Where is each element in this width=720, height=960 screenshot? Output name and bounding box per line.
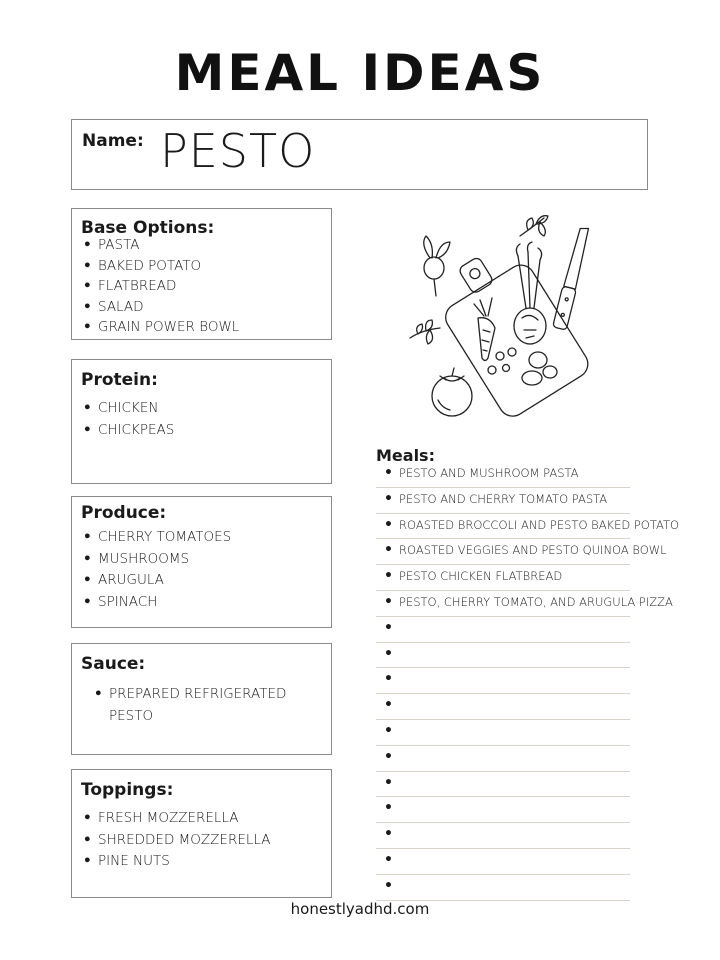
toppings-box — [71, 769, 332, 898]
protein-title: Protein: — [81, 370, 158, 390]
bullet-icon: • — [384, 851, 393, 868]
bullet-icon: • — [384, 800, 393, 817]
meal-line[interactable] — [376, 694, 630, 720]
bullet-icon: • — [384, 671, 393, 688]
produce-title: Produce: — [81, 503, 167, 523]
protein-list — [81, 397, 174, 441]
meal-line[interactable] — [376, 488, 630, 514]
bullet-icon: • — [384, 748, 393, 765]
meal-line[interactable] — [376, 591, 673, 617]
name-field[interactable] — [71, 119, 648, 190]
page-title: MEAL IDEAS — [174, 44, 546, 102]
meal-text: ROASTED BROCCOLI AND PESTO BAKED POTATO — [399, 517, 680, 532]
list-item: • FRESH MOZZERELLA — [81, 808, 270, 830]
meal-line[interactable] — [376, 617, 630, 643]
list-item: • BAKED POTATO — [81, 256, 239, 277]
list-item: • PREPARED REFRIGERATED PESTO — [92, 683, 312, 727]
meal-line[interactable] — [376, 823, 630, 849]
meal-text: ROASTED VEGGIES AND PESTO QUINOA BOWL — [399, 543, 667, 558]
list-item: • CHICKEN — [81, 397, 174, 419]
meal-line[interactable] — [376, 797, 630, 823]
bullet-icon: • — [384, 877, 393, 894]
meal-text: PESTO AND MUSHROOM PASTA — [399, 466, 579, 480]
base-options-box — [71, 208, 332, 340]
bullet-icon: • — [384, 542, 393, 559]
bullet-icon: • — [384, 465, 393, 481]
meal-line[interactable] — [376, 643, 630, 669]
sauce-title: Sauce: — [81, 654, 146, 674]
meal-line[interactable] — [376, 849, 630, 875]
meal-line[interactable] — [376, 668, 630, 694]
meal-text: PESTO, CHERRY TOMATO, AND ARUGULA PIZZA — [399, 594, 673, 609]
toppings-title: Toppings: — [81, 780, 174, 800]
meal-line[interactable] — [376, 514, 680, 540]
bullet-icon: • — [384, 490, 393, 507]
name-value: PESTO — [160, 124, 316, 178]
base-options-list — [81, 235, 239, 338]
toppings-list — [81, 808, 270, 873]
name-label: Name: — [82, 131, 144, 151]
meal-line[interactable] — [376, 539, 667, 565]
list-item: • FLATBREAD — [81, 276, 239, 297]
bullet-icon: • — [384, 619, 393, 636]
meal-line[interactable] — [376, 462, 630, 488]
base-options-title: Base Options: — [81, 218, 215, 238]
meals-title: Meals: — [376, 446, 435, 465]
bullet-icon: • — [384, 568, 393, 585]
meal-text: PESTO AND CHERRY TOMATO PASTA — [399, 491, 608, 506]
bullet-icon: • — [384, 826, 393, 843]
meal-line[interactable] — [376, 746, 630, 772]
sauce-list — [92, 683, 312, 727]
list-item: • GRAIN POWER BOWL — [81, 317, 239, 338]
footer-website: honestlyadhd.com — [290, 900, 430, 918]
list-item: • CHICKPEAS — [81, 419, 174, 441]
produce-box — [71, 496, 332, 628]
list-item: • ARUGULA — [81, 570, 231, 592]
bullet-icon: • — [384, 722, 393, 739]
list-item: • PASTA — [81, 235, 239, 256]
meal-text: PESTO CHICKEN FLATBREAD — [399, 569, 563, 584]
list-item: • MUSHROOMS — [81, 549, 231, 571]
bullet-icon: • — [384, 516, 393, 533]
bullet-icon: • — [384, 774, 393, 791]
list-item: • SPINACH — [81, 592, 231, 614]
list-item: • PINE NUTS — [81, 851, 270, 873]
protein-box — [71, 359, 332, 484]
produce-list — [81, 527, 231, 614]
meal-line[interactable] — [376, 565, 630, 591]
meal-line[interactable] — [376, 772, 630, 798]
meal-line[interactable] — [376, 720, 630, 746]
list-item: • CHERRY TOMATOES — [81, 527, 231, 549]
list-item: • SHREDDED MOZZERELLA — [81, 830, 270, 852]
meals-list — [376, 462, 680, 901]
bullet-icon: • — [384, 593, 393, 610]
list-item: • SALAD — [81, 297, 239, 318]
sauce-box — [71, 643, 332, 755]
cutting-board-vegetables-icon — [400, 208, 610, 423]
bullet-icon: • — [384, 645, 393, 662]
bullet-icon: • — [384, 697, 393, 714]
meal-line[interactable] — [376, 875, 630, 901]
